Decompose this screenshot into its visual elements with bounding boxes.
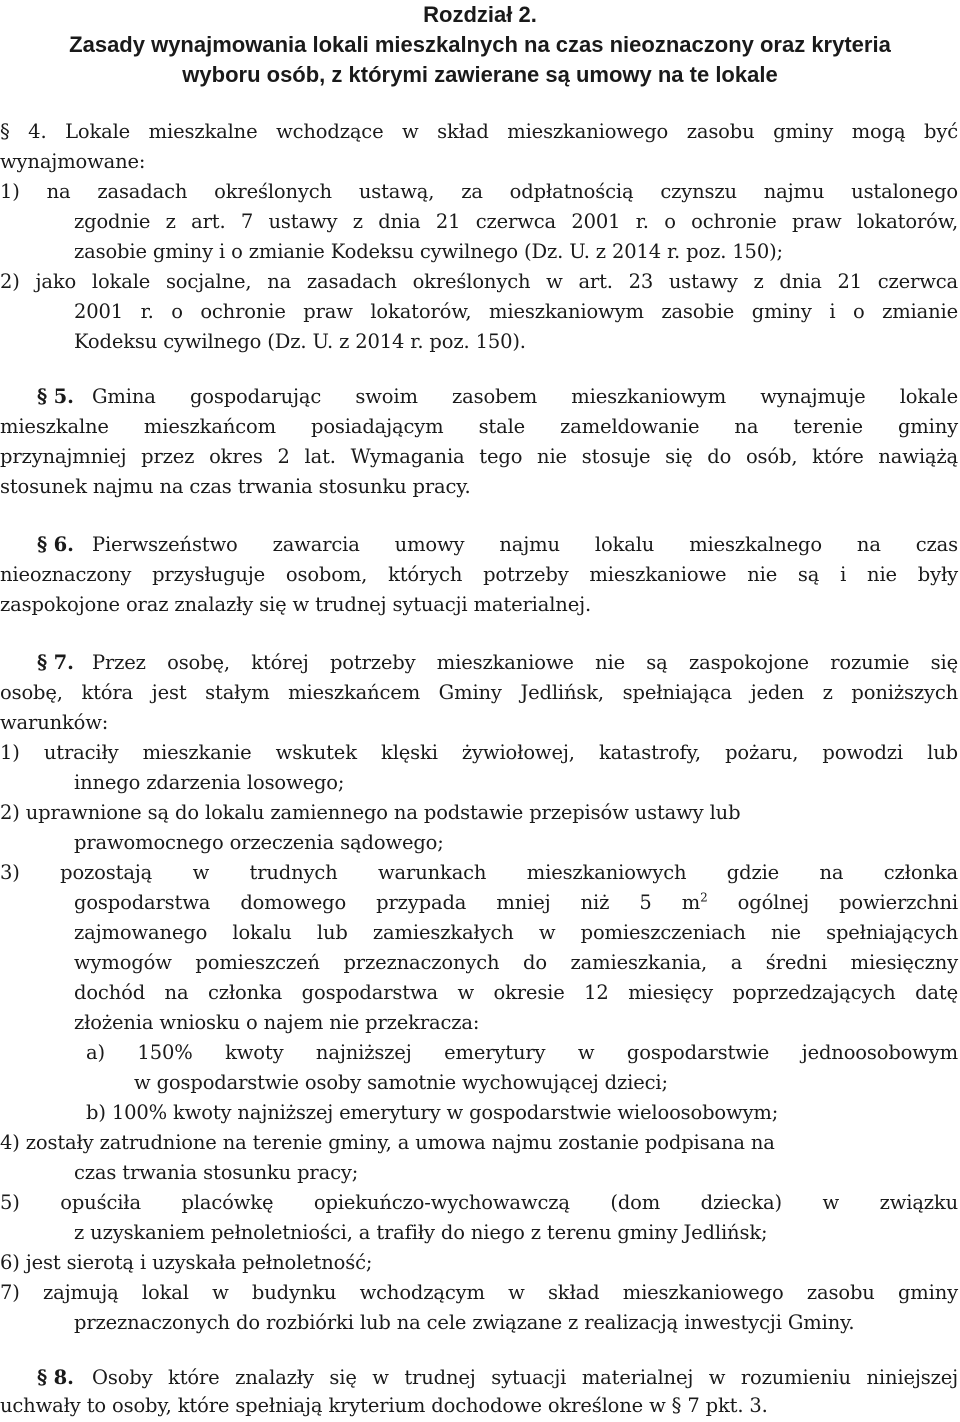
list-item-line: zasobie gminy i o zmianie Kodeksu cywilnego (Dz. U. z 2014 r. poz. 150); [74, 240, 783, 263]
paragraph-5-line: przynajmniej przez okres 2 lat. Wymagania tego nie stosuje się do osób, które nawiążą [0, 445, 958, 468]
list-item-line: z uzyskaniem pełnoletniości, a trafiły do niego z terenu gminy Jedlińsk; [74, 1221, 768, 1244]
list-item-line: 1) na zasadach określonych ustawą, za odpłatnością czynszu najmu ustalonego [0, 180, 958, 203]
paragraph-8-line: uchwały to osoby, które spełniają kryterium dochodowe określone w § 7 pkt. 3. [0, 1394, 768, 1417]
paragraph-7-line: Przez osobę, której potrzeby mieszkaniowe nie są zaspokojone rozumie się [92, 651, 958, 674]
list-item-line: czas trwania stosunku pracy; [74, 1161, 359, 1184]
paragraph-6-line: zaspokojone oraz znalazły się w trudnej sytuacji materialnej. [0, 593, 592, 616]
paragraph-6-number: § 6. [37, 533, 74, 556]
list-item-line: Kodeksu cywilnego (Dz. U. z 2014 r. poz. 150). [74, 330, 526, 353]
superscript: 2 [700, 890, 708, 905]
list-item-line: 6) jest sierotą i uzyskała pełnoletność; [0, 1251, 373, 1274]
paragraph-5-line: mieszkalne mieszkańcom posiadającym stale zameldowanie na terenie gminy [0, 415, 958, 438]
sub-list-item-line: a) 150% kwoty najniższej emerytury w gospodarstwie jednoosobowym [86, 1041, 958, 1064]
list-item-line: 2) jako lokale socjalne, na zasadach określonych w art. 23 ustawy z dnia 21 czerwca [0, 270, 958, 293]
list-item-line: wymogów pomieszczeń przeznaczonych do zamieszkania, a średni miesięczny [74, 951, 958, 974]
list-item-line: złożenia wniosku o najem nie przekracza: [74, 1011, 480, 1034]
paragraph-5-number: § 5. [37, 385, 74, 408]
list-item-line: 3) pozostają w trudnych warunkach mieszkaniowych gdzie na członka [0, 861, 958, 884]
list-item-line: 7) zajmują lokal w budynku wchodzącym w skład mieszkaniowego zasobu gminy [0, 1281, 958, 1304]
list-item-line: innego zdarzenia losowego; [74, 771, 345, 794]
paragraph-4-line: wynajmowane: [0, 150, 146, 173]
paragraph-8-number: § 8. [37, 1366, 74, 1389]
list-item-line: 4) zostały zatrudnione na terenie gminy, a umowa najmu zostanie podpisana na [0, 1131, 775, 1154]
sub-list-item-line: w gospodarstwie osoby samotnie wychowującej dzieci; [134, 1071, 668, 1094]
paragraph-7-line: osobę, która jest stałym mieszkańcem Gminy Jedlińsk, spełniająca jeden z poniższych [0, 681, 958, 704]
chapter-header [0, 0, 960, 90]
list-item-line: 1) utraciły mieszkanie wskutek klęski żywiołowej, katastrofy, pożaru, powodzi lub [0, 741, 958, 764]
paragraph-6-line: nieoznaczony przysługuje osobom, których potrzeby mieszkaniowe nie są i nie były [0, 563, 958, 586]
list-item-line: 5) opuściła placówkę opiekuńczo-wychowawczą (dom dziecka) w związku [0, 1191, 958, 1214]
list-item-line: 2001 r. o ochronie praw lokatorów, mieszkaniowym zasobie gminy i o zmianie [74, 300, 958, 323]
chapter-title-line-2: wyboru osób, z którymi zawierane są umowy na te lokale [182, 62, 778, 87]
list-item-text: ogólnej powierzchni [707, 891, 958, 914]
list-item-line: dochód na członka gospodarstwa w okresie 12 miesięcy poprzedzających datę [74, 981, 958, 1004]
sub-list-item-line: b) 100% kwoty najniższej emerytury w gospodarstwie wieloosobowym; [86, 1101, 779, 1124]
paragraph-7-line: warunków: [0, 711, 109, 734]
paragraph-5-line: Gmina gospodarując swoim zasobem mieszkaniowym wynajmuje lokale [92, 385, 958, 408]
paragraph-5-line: stosunek najmu na czas trwania stosunku pracy. [0, 475, 471, 498]
list-item-line: 2) uprawnione są do lokalu zamiennego na podstawie przepisów ustawy lub [0, 801, 741, 824]
chapter-title-line-1: Zasady wynajmowania lokali mieszkalnych na czas nieoznaczony oraz kryteria [69, 32, 891, 57]
paragraph-7-number: § 7. [37, 651, 74, 674]
paragraph-6-line: Pierwszeństwo zawarcia umowy najmu lokalu mieszkalnego na czas [92, 533, 958, 556]
list-item-line: prawomocnego orzeczenia sądowego; [74, 831, 444, 854]
chapter-number: Rozdział 2. [423, 2, 537, 27]
list-item-text: gospodarstwa domowego przypada mniej niż 5 m [74, 891, 701, 914]
list-item-line: zajmowanego lokalu lub zamieszkałych w pomieszczeniach nie spełniających [74, 921, 958, 944]
paragraph-4-line: § 4. Lokale mieszkalne wchodzące w skład mieszkaniowego zasobu gminy mogą być [0, 120, 958, 143]
paragraph-8-line: Osoby które znalazły się w trudnej sytuacji materialnej w rozumieniu niniejszej [92, 1366, 958, 1389]
list-item-line: przeznaczonych do rozbiórki lub na cele związane z realizacją inwestycji Gminy. [74, 1311, 855, 1334]
list-item-line [74, 888, 958, 918]
list-item-line: zgodnie z art. 7 ustawy z dnia 21 czerwca 2001 r. o ochronie praw lokatorów, [74, 210, 958, 233]
